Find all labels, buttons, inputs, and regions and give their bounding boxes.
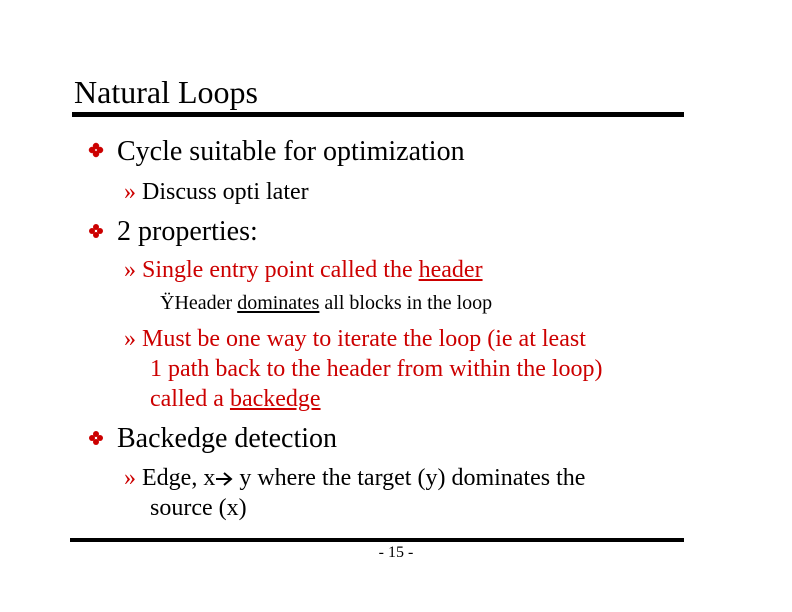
sub-line-2: 1 path back to the header from within the loop) [150,356,603,382]
sub-line-2: source (x) [150,495,247,521]
bullet-2-detail [160,291,492,315]
sub-marker: » [124,257,136,283]
page-number: - 15 - [378,544,414,561]
detail-text-pre: Header [174,292,238,314]
right-arrow-icon [215,464,233,478]
bullet-3-sub [124,463,585,523]
underlined-term: dominates [237,292,320,314]
sub-line-1-post: y where the target (y) dominates the [233,465,586,491]
sub-marker: » [124,179,136,205]
bullet-icon [88,142,104,163]
detail-text-post: all blocks in the loop [319,292,493,314]
bullet-1-text: Cycle suitable for optimization [117,136,465,167]
sub-line-3-pre: called a [150,386,230,412]
detail-marker: Ÿ [160,292,175,314]
sub-line-1: Must be one way to iterate the loop (ie at least [142,326,586,352]
underlined-term: header [418,257,483,283]
bullet-icon [88,223,104,244]
sub-text: Single entry point called the [142,257,419,283]
bullet-3-text: Backedge detection [117,423,338,454]
sub-marker: » [124,326,136,352]
bullet-2-sub-2 [124,324,603,414]
sub-marker: » [124,465,136,491]
bullet-1-sub [124,177,309,207]
title-divider [72,112,684,117]
bullet-2-text: 2 properties: [117,216,258,247]
sub-line-1-pre: Edge, x [142,465,216,491]
slide-title: Natural Loops [74,74,258,110]
footer-divider [70,538,684,542]
underlined-term: backedge [229,386,321,412]
sub-text: Discuss opti later [142,179,309,205]
bullet-icon [88,430,104,451]
bullet-2-sub-1 [124,255,483,285]
